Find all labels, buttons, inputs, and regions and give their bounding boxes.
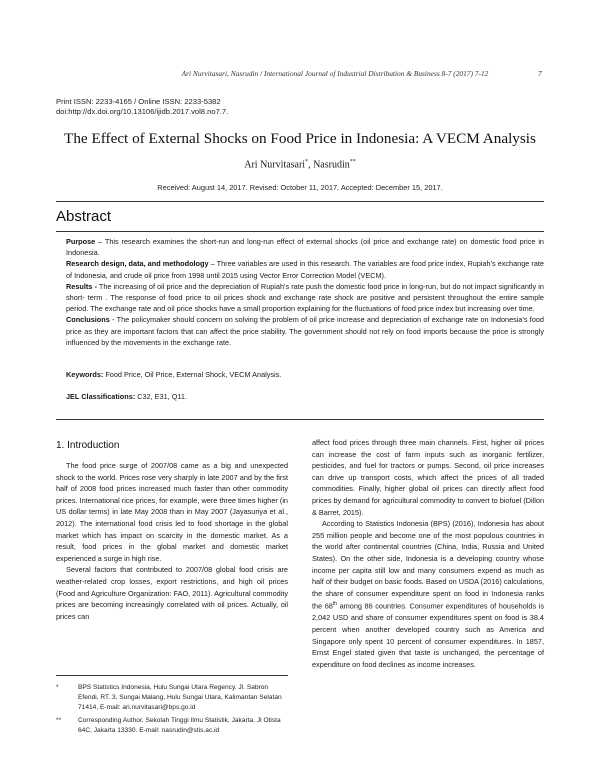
footnote-mark: ** <box>56 717 62 724</box>
keywords-label: Keywords: <box>66 370 104 379</box>
jel-text: C32, E31, Q11. <box>135 392 188 401</box>
divider <box>56 231 544 232</box>
abstract-label: Purpose <box>66 237 96 246</box>
author-mark: * <box>305 159 309 165</box>
paragraph: affect food prices through three main channels. First, higher oil prices can increase the cost of farm inputs such as inorganic fertilizer, pesticides, and fuel for tractors or pumps. Second, oil price increases can drive up transport costs, which affect the prices of all traded commodities. Finally, higher global oil prices can directly affect food prices by demand for agricultural commodity to convert to biofuel (Dillon & Barret, 2015). <box>312 438 544 517</box>
divider <box>56 201 544 202</box>
abstract-label: Results - <box>66 281 97 291</box>
right-column <box>312 437 544 670</box>
paragraph: The food price surge of 2007/08 came as a big and unexpected shock to the world. Prices rose very sharply in late 2007 and by the first half of 2008 food prices increased much faster than other commodity prices. International rice prices, for example, were three times higher (in US dollar terms) in late May 2008 than in May 2007 (Jayasuriya et al., 2012). The international food crisis led to food shortage in the global market which has impact on scarcity in the domestic market. As a result, food prices in the global market and domestic market experienced a surge in high rise. <box>56 461 288 563</box>
received-dates: Received: August 14, 2017. Revised: October 11, 2017. Accepted: December 15, 2017. <box>157 183 443 192</box>
footnote <box>56 716 288 736</box>
footnote-text: Corresponding Author, Sekolah Tinggi Ilmu Statistik, Jakarta. Jl Otista 64C, Jakarta 13330. E-mail: nasrudin@stis.ac.id <box>78 717 281 734</box>
abstract-text: – Three variables are used in this research. The variables are food price index, Rupiah's exchange rate of Indonesia, and crude oil price from 1998 until 2015 using Vector Error Correction Model (VECM). <box>66 259 544 280</box>
abstract-text: – This research examines the short-run and long-run effect of external shocks (oil price and exchange rate) on domestic food price in Indonesia. <box>66 237 544 258</box>
abstract-label: Research design, data, and methodology <box>66 259 209 269</box>
section-heading: 1. Introduction <box>56 440 120 451</box>
superscript: th <box>332 601 338 608</box>
author-separator: , <box>308 159 314 171</box>
paragraph: Several factors that contributed to 2007/08 global food crisis are weather-related crop losses, export restrictions, and high oil prices (Food and Agriculture Organization: FAO, 2011). Agricultural commodity prices are becoming increasingly correlated with oil prices. Actually, oil prices can <box>56 565 288 621</box>
divider <box>56 419 544 420</box>
left-column <box>56 460 288 622</box>
author-name: Ari Nurvitasari <box>244 159 306 171</box>
author-name: Nasrudin <box>313 159 350 171</box>
abstract-body <box>66 236 544 348</box>
paper-title: The Effect of External Shocks on Food Price in Indonesia: A VECM Analysis <box>64 130 536 147</box>
author-mark: ** <box>349 159 356 165</box>
page-number: 7 <box>538 69 542 78</box>
footnote-rule <box>56 675 288 676</box>
abstract-purpose <box>66 236 544 258</box>
paragraph-text: among 86 countries. Consumer expenditures of households is 2,042 USD and share of consumer expenditures spent on food is 38.4 percent when another developed country such as America and Singapore only spent 10 percent of consumer expenditures. In 1857, Ernst Engel stated given that taste is unchanged, the percentage of expenditure on food declines as income increases. <box>312 601 544 669</box>
paragraph <box>312 518 544 670</box>
issn-line: Print ISSN: 2233-4165 / Online ISSN: 2233-5382 <box>56 97 221 106</box>
doi-line: doi:http://dx.doi.org/10.13106/ijidb.2017.vol8.no7.7. <box>56 107 229 116</box>
abstract-results <box>66 281 544 315</box>
abstract-label: Conclusions <box>66 315 110 325</box>
footnote-text: BPS Statistics Indonesia, Hulu Sungai Utara Regency. Jl. Sabron Efendi, RT. 3, Sungai Malang, Hulu Sungai Utara, Kalimantan Selatan 71414, E-mail: ari.nurvitasari@bps.go.id <box>78 684 282 711</box>
jel-label: JEL Classifications: <box>66 392 136 401</box>
keywords-text: Food Price, Oil Price, External Shock, VECM Analysis. <box>103 370 282 379</box>
abstract-design <box>66 258 544 280</box>
abstract-conclusions <box>66 314 544 348</box>
footnote <box>56 683 288 713</box>
keywords <box>66 370 281 379</box>
abstract-text: The increasing of oil price and the depreciation of Rupiah's rate push the domestic food price in long-run, but do not impact significantly in short- term . The response of food price to oil prices shock and exchange rate shock are positive and persistent throughout the entire sample period. The exchange rate and oil price shocks have a small proportion explaining for the fluctuations of food price index but increasing over time. <box>66 281 544 314</box>
abstract-heading: Abstract <box>56 208 112 225</box>
jel-classifications <box>66 392 187 401</box>
running-head: Ari Nurvitasari, Nasrudin / International Journal of Industrial Distribution & Business 8-7 (2017) 7-12 <box>181 69 489 78</box>
footnote-mark: * <box>56 684 59 691</box>
abstract-text: - The policymaker should concern on solving the problem of oil price increase and depreciation of exchange rate on Indonesia's food price as they are important factors that can affect the price stability. The government should not rely on food imports because the price is strongly influenced by the movements in the exchange rate. <box>66 315 544 347</box>
author-line <box>0 159 600 170</box>
paragraph-text: According to Statistics Indonesia (BPS) (2016), Indonesia has about 255 million people and become one of the most populous countries in the world after continental countries (China, India, Russia and United States). On the other side, Indonesia is a developing country whose income per capita still low and many consumers expend as much as half of their budget on basic foods. Based on USDA (2016) calculations, the share of consumer expenditure spent on food in Indonesia ranks the 68 <box>312 519 544 611</box>
